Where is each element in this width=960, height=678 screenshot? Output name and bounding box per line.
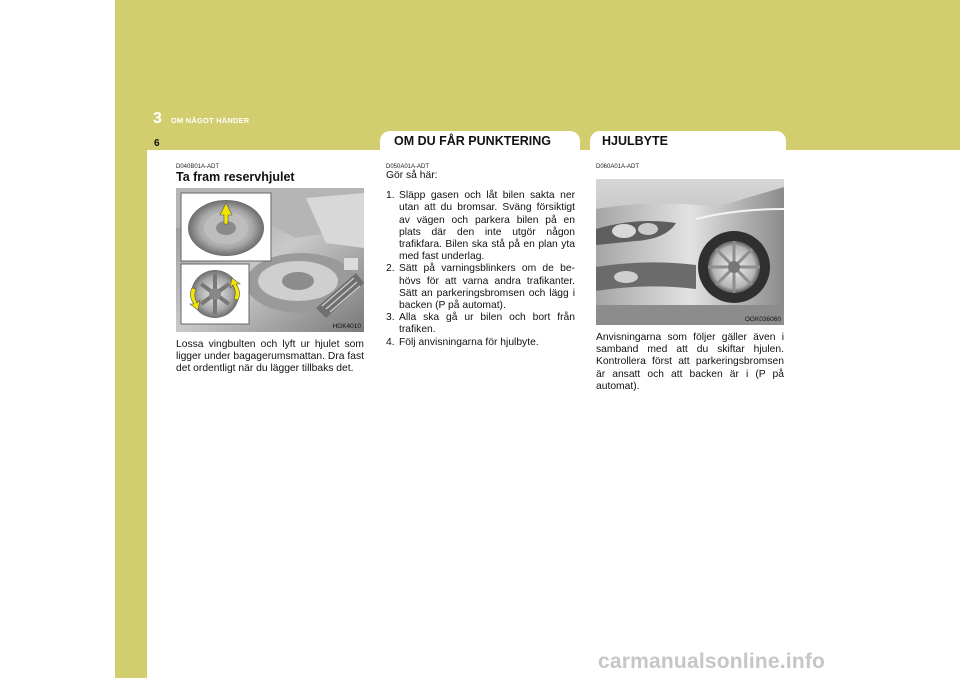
- image-code: HGK4010: [332, 323, 361, 330]
- image-code: OGK036060: [744, 316, 781, 323]
- chapter-number: 3: [153, 110, 162, 127]
- steps-list: [386, 190, 575, 349]
- page-number: 6: [154, 138, 160, 149]
- steps-intro: Gör så här:: [386, 170, 438, 181]
- section-title-punktering: OM DU FÅR PUNKTERING: [394, 134, 551, 148]
- chapter-title: OM NÅGOT HÄNDER: [171, 116, 250, 125]
- column-puncture: [386, 164, 575, 349]
- list-item: 3. Alla ska gå ur bilen och bort från trafiken.: [386, 312, 575, 336]
- section-title-hjulbyte: HJULBYTE: [602, 134, 668, 148]
- column-spare-wheel: [176, 164, 364, 376]
- spare-wheel-photo: [176, 188, 364, 332]
- side-strip: [115, 150, 147, 678]
- section-heading: Ta fram reservhjulet: [176, 170, 295, 184]
- section-code: D060A01A-ADT: [596, 164, 640, 170]
- column-wheel-change: [596, 164, 784, 393]
- watermark: carmanualsonline.info: [598, 650, 826, 673]
- spare-wheel-text: Lossa vingbulten och lyft ur hjulet som ligger under bagagerumsmattan. Dra fast det ordentligt när du lägger tillbaks det.: [176, 339, 364, 375]
- header-band: [115, 0, 960, 150]
- list-item: 1. Släpp gasen och låt bilen sakta ner utan att du bromsar. Sväng försiktigt av vägen och parkera bilen på en plats där den inte utgör någon trafikfara. Bilen ska stå på en plan yta med fast underlag.: [386, 190, 575, 263]
- section-code: D040B01A-ADT: [176, 164, 220, 170]
- car-photo: [596, 179, 784, 325]
- list-item: 2. Sätt på varningsblinkers om de be- hövs för att varna andra trafikanter. Sätt an parkeringsbromsen och lägg i backen (P på automat).: [386, 263, 575, 312]
- section-code: D050A01A-ADT: [386, 164, 430, 170]
- list-item: 4. Följ anvisningarna för hjulbyte.: [386, 336, 539, 348]
- wheel-change-text: Anvisningarna som följer gäller även i samband med att du skiftar hjulen. Kontrollera först att parkeringsbromsen är ansatt och att backen är i (P på automat).: [596, 332, 784, 392]
